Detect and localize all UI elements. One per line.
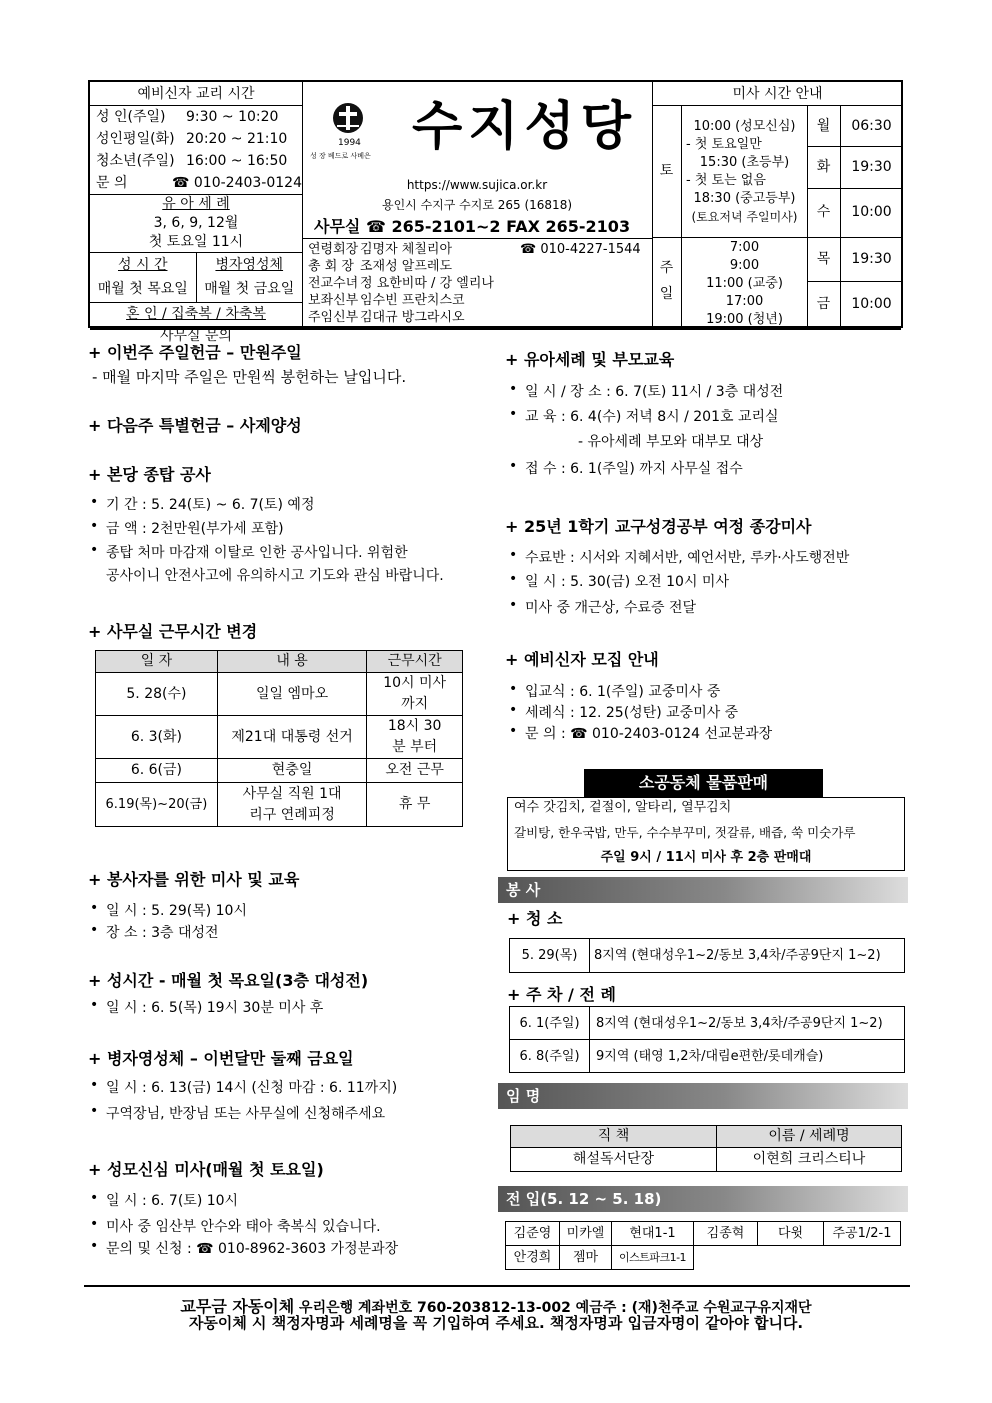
church-website-link[interactable]: https://www.sujica.or.kr	[406, 178, 548, 192]
mass-schedule-body	[652, 106, 903, 326]
catechumen-recruit-item: • 입교식 : 6. 1(주일) 교중미사 중	[525, 681, 720, 701]
church-logo	[310, 96, 410, 166]
bible-study-item: • 일 시 : 5. 30(금) 오전 10시 미사	[525, 571, 729, 591]
infant-baptism-item: • 일 시 / 장 소 : 6. 7(토) 11시 / 3층 대성전	[525, 381, 783, 401]
adoration-sick-grid	[90, 252, 302, 302]
volunteer-item: • 장 소 : 3층 대성전	[106, 922, 219, 942]
table-header-row	[96, 651, 463, 673]
appointment-bar: 임 명	[498, 1083, 908, 1109]
offering-heading: + 이번주 주일헌금 – 만원주일	[88, 343, 302, 362]
catechumen-recruit-item: • 세례식 : 12. 25(성탄) 교중미사 중	[525, 702, 738, 722]
cleaning-heading: + 청 소	[507, 909, 563, 928]
staff-row: 보좌신부 임수빈 프란치스코	[308, 293, 465, 308]
weekday-tue-time: 19:30	[851, 159, 892, 175]
marian-mass-heading: + 성모신심 미사(매월 첫 토요일)	[88, 1160, 324, 1179]
saturday-times: 10:00 (성모신심) - 첫 토요일만 15:30 (초등부) - 첫 토는 없음 18:30 (중고등부) (토요저녁 주일미사)	[686, 119, 798, 224]
transfer-table	[505, 1221, 901, 1270]
marian-mass-item: • 일 시 : 6. 7(토) 10시	[106, 1190, 238, 1210]
staff-list	[302, 238, 652, 328]
bible-study-heading: + 25년 1학기 교구성경공부 여정 종강미사	[505, 517, 812, 536]
table-row: 6. 3(화) 제21대 대통령 선거 18시 30분 부터	[96, 716, 463, 759]
saturday-label: 토	[652, 106, 682, 237]
logo-year: 1994	[338, 138, 361, 148]
sale-line: 주일 9시 / 11시 미사 후 2층 판매대	[600, 850, 812, 865]
weekday-mon-time: 06:30	[851, 118, 892, 134]
table-header: 직 책	[511, 1126, 717, 1148]
table-header-row	[511, 1126, 902, 1148]
table-header: 내 용	[217, 651, 366, 673]
table-row: 6.19(목)~20(금) 사무실 직원 1대리구 연례피정 휴 무	[96, 783, 463, 827]
tower-item: • 기 간 : 5. 24(토) ~ 6. 7(토) 예정	[106, 494, 314, 514]
table-row: 6. 6(금) 현충일 오전 근무	[96, 759, 463, 783]
church-title-column	[302, 82, 652, 326]
table-row: 5. 28(수) 일일 엠마오 10시 미사까지	[96, 673, 463, 716]
staff-row: 연령회장 김명자 체칠리아 ☎ 010-4227-1544	[308, 242, 641, 257]
infant-baptism-months: 3, 6, 9, 12월	[153, 215, 239, 231]
catechumen-recruit-heading: + 예비신자 모집 안내	[505, 650, 659, 669]
weekday-fri: 금	[816, 296, 831, 312]
office-hours-table	[95, 650, 463, 827]
marian-mass-item: • 미사 중 임산부 안수와 태아 축복식 있습니다.	[106, 1216, 381, 1236]
table-row: 해설독서단장 이현희 크리스티나	[511, 1148, 902, 1172]
tower-item: • 종탑 처마 마감재 이탈로 인한 공사입니다. 위험한	[106, 542, 408, 562]
marian-mass-item: • 문의 및 신청 : ☎ 010-8962-3603 가정분과장	[106, 1238, 398, 1258]
table-row: 6. 8(주일) 9지역 (태영 1,2차/대림e편한/롯데캐슬)	[510, 1040, 905, 1073]
footer-divider	[84, 1285, 910, 1287]
staff-row: 전교수녀 정 요한비따 / 강 엘리나	[308, 276, 494, 291]
appointment-table	[510, 1125, 902, 1172]
table-row: 김준영 미카엘 현대1-1 김종혁 다윗 주공1/2-1	[506, 1222, 901, 1246]
weekday-wed-time: 10:00	[851, 204, 892, 220]
infant-baptism-item: • 접 수 : 6. 1(주일) 까지 사무실 접수	[525, 458, 743, 478]
mass-schedule-title: 미사 시간 안내	[652, 82, 903, 106]
adoration-cell: 성 시 간 매월 첫 목요일	[90, 253, 197, 302]
weekday-mon: 월	[816, 118, 831, 134]
sale-line: 여수 갓김치, 겉절이, 알타리, 열무김치	[514, 800, 732, 815]
bible-study-item: • 수료반 : 시서와 지혜서반, 예언서반, 루카·사도행전반	[525, 547, 849, 567]
church-address: 용인시 수지구 수지로 265 (16818)	[381, 198, 573, 212]
office-contact: 사무실 ☎ 265-2101~2 FAX 265-2103	[314, 217, 631, 236]
tower-construction-heading: + 본당 종탑 공사	[88, 465, 211, 484]
catechumen-row: 청소년(주일) 16:00 ~ 16:50	[96, 153, 288, 169]
infant-baptism-item-cont: - 유아세례 부모와 대부모 대상	[578, 434, 764, 450]
holy-hour-heading: + 성시간 - 매월 첫 목요일(3층 대성전)	[88, 971, 369, 990]
sick-communion-item: • 구역장님, 반장님 또는 사무실에 신청해주세요	[106, 1103, 385, 1123]
special-offering-heading: + 다음주 특별헌금 – 사제양성	[88, 416, 302, 435]
sick-communion-heading: + 병자영성체 – 이번달만 둘째 금요일	[88, 1049, 354, 1068]
bulletin-header	[88, 80, 903, 344]
catechumen-title: 예비신자 교리 시간	[90, 82, 302, 106]
mass-schedule-column	[652, 82, 903, 326]
sick-communion-item: • 일 시 : 6. 13(금) 14시 (신청 마감 : 6. 11까지)	[106, 1077, 397, 1097]
table-row: 안경희 젬마 이스트파크1-1	[506, 1246, 901, 1270]
sale-line: 갈비탕, 한우국밥, 만두, 수수부꾸미, 젓갈류, 배즙, 쑥 미숫가루	[514, 825, 856, 840]
staff-row: 총 회 장 조재성 알프레도	[308, 259, 453, 274]
catechism-info-column	[90, 82, 302, 344]
sale-box	[507, 797, 905, 871]
table-header: 일 자	[96, 651, 218, 673]
logo-caption: 성 장 베드로 사베은	[310, 152, 371, 160]
church-logo-icon	[310, 96, 410, 166]
sale-title: 소공동체 물품판매	[584, 769, 823, 797]
table-header: 이름 / 세례명	[717, 1126, 902, 1148]
sunday-times: 7:00 9:00 11:00 (교중) 17:00 19:00 (청년)	[706, 240, 783, 327]
tower-item: • 금 액 : 2천만원(부가세 포함)	[106, 518, 284, 538]
sick-communion-cell: 병자영성체 매월 첫 금요일	[204, 257, 295, 297]
infant-baptism-item: • 교 육 : 6. 4(수) 저녁 8시 / 201호 교리실	[525, 406, 779, 426]
weekday-thu-time: 19:30	[851, 251, 892, 267]
weekday-thu: 목	[816, 251, 831, 267]
weekday-fri-time: 10:00	[851, 296, 892, 312]
weekday-wed: 수	[816, 204, 831, 220]
table-header: 근무시간	[367, 651, 463, 673]
catechumen-recruit-item: • 문 의 : ☎ 010-2403-0124 선교분과장	[525, 723, 772, 743]
infant-baptism-day: 첫 토요일 11시	[148, 234, 244, 250]
catechumen-row: 문 의 ☎ 010-2403-0124	[96, 175, 302, 191]
infant-baptism-title: 유 아 세 례	[90, 194, 302, 214]
sunday-label: 주일	[652, 237, 682, 328]
footer-account-line: 교무금 자동이체 우리은행 계좌번호 760-203812-13-002 예금주 : (재)천주교 수원교구유지재단	[180, 1297, 812, 1316]
holy-hour-item: • 일 시 : 6. 5(목) 19시 30분 미사 후	[106, 997, 323, 1017]
infant-baptism-heading: + 유아세례 및 부모교육	[505, 350, 675, 369]
footer-notice-line: 자동이체 시 책정자명과 세례명을 꼭 기입하여 주세요. 책정자명과 입금자명이 같아야 합니다.	[188, 1314, 804, 1332]
offering-text: - 매월 마지막 주일은 만원씩 봉헌하는 날입니다.	[92, 368, 407, 386]
volunteer-mass-heading: + 봉사자를 위한 미사 및 교육	[88, 870, 300, 889]
auto-transfer-label: 교무금 자동이체	[180, 1297, 295, 1316]
table-row: 5. 29(목) 8지역 (현대성우1~2/동보 3,4차/주공9단지 1~2)	[510, 939, 905, 973]
staff-row: 주임신부 김대규 방그라시오	[308, 310, 465, 325]
bible-study-item: • 미사 중 개근상, 수료증 전달	[525, 597, 696, 617]
volunteer-item: • 일 시 : 5. 29(목) 10시	[106, 900, 247, 920]
weekday-tue: 화	[816, 159, 831, 175]
transfer-bar: 전 입(5. 12 ~ 5. 18)	[498, 1186, 908, 1212]
church-name: 수지성당	[412, 97, 637, 157]
office-hours-heading: + 사무실 근무시간 변경	[88, 622, 258, 641]
wedding-cell: 혼 인 / 집축복 / 차축복 사무실 문의	[90, 302, 302, 347]
parking-table	[509, 1006, 905, 1073]
tower-item-cont: 공사이니 안전사고에 유의하시고 기도와 관심 바랍니다.	[106, 568, 444, 584]
catechumen-row: 성 인(주일) 9:30 ~ 10:20	[96, 109, 279, 125]
cleaning-table	[509, 938, 905, 973]
service-bar: 봉 사	[498, 877, 908, 903]
parking-heading: + 주 차 / 전 례	[507, 985, 616, 1004]
catechumen-row: 성인평일(화) 20:20 ~ 21:10	[96, 131, 288, 147]
table-row: 6. 1(주일) 8지역 (현대성우1~2/동보 3,4차/주공9단지 1~2)	[510, 1007, 905, 1040]
